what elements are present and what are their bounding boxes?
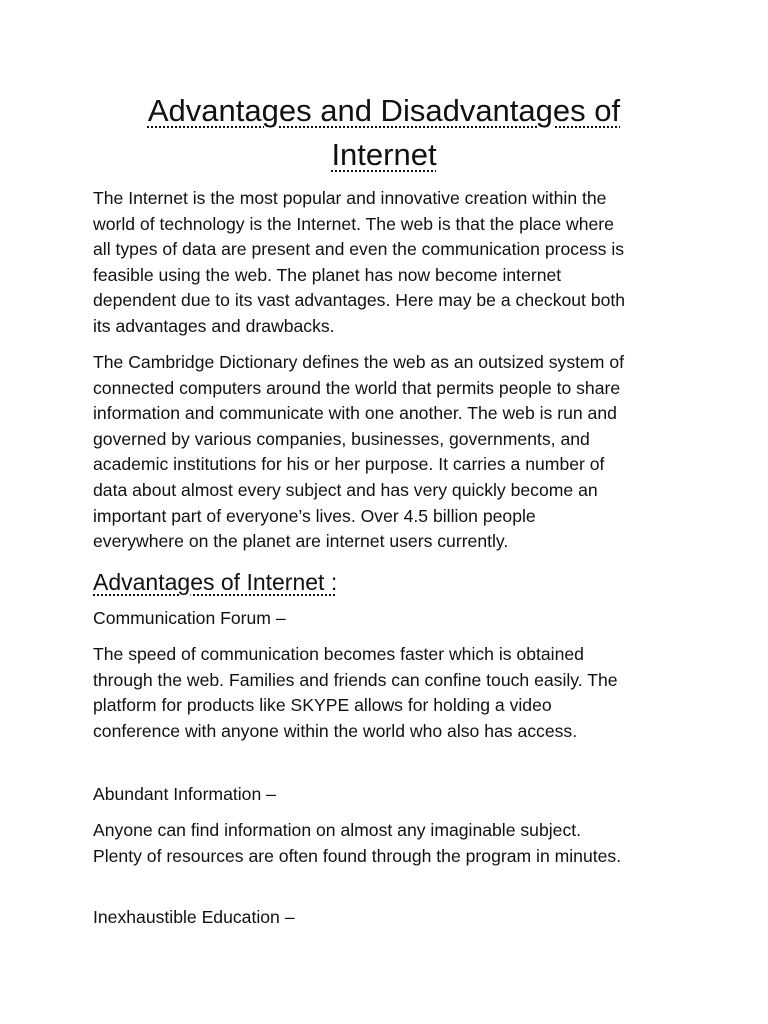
inexhaustible-education-title: Inexhaustible Education – <box>93 907 295 927</box>
text-line: Anyone can find information on almost any imaginable subject. <box>93 820 582 840</box>
text-line: all types of data are present and even the communication process is <box>93 239 625 260</box>
title-line-1: Advantages and Disadvantages of <box>147 93 621 128</box>
title-line-2: Internet <box>331 137 437 172</box>
abundant-information-body <box>93 818 683 869</box>
text-line: The Cambridge Dictionary defines the web as an outsized system of <box>93 352 625 372</box>
text-line: governed by various companies, businesses, governments, and <box>93 428 590 449</box>
text-line: its advantages and drawbacks. <box>93 315 335 336</box>
intro-paragraph-2 <box>93 350 683 555</box>
text-line: connected computers around the world that permits people to share <box>93 377 621 398</box>
text-line: Plenty of resources are often found through the program in minutes. <box>93 845 622 866</box>
text-line: important part of everyone’s lives. Over 4.5 billion people <box>93 505 536 526</box>
abundant-information-title: Abundant Information – <box>93 784 276 804</box>
text-line: academic institutions for his or her purpose. It carries a number of <box>93 454 605 475</box>
text-line: through the web. Families and friends can confine touch easily. The <box>93 669 618 690</box>
text-line: world of technology is the Internet. The web is that the place where <box>93 213 614 234</box>
text-line: The Internet is the most popular and innovative creation within the <box>93 188 607 208</box>
text-line: The speed of communication becomes faster which is obtained <box>93 644 584 664</box>
communication-forum-title: Communication Forum – <box>93 608 286 628</box>
communication-forum-body <box>93 642 683 744</box>
intro-paragraph-1 <box>93 186 683 340</box>
text-line: feasible using the web. The planet has now become internet <box>93 264 562 285</box>
text-line: data about almost every subject and has very quickly become an <box>93 479 598 500</box>
text-line: everywhere on the planet are internet users currently. <box>93 531 509 552</box>
text-line: platform for products like SKYPE allows for holding a video <box>93 695 552 716</box>
text-line: conference with anyone within the world who also has access. <box>93 720 578 741</box>
text-line: information and communicate with one another. The web is run and <box>93 403 617 424</box>
document-title <box>80 89 688 177</box>
advantages-heading: Advantages of Internet : <box>93 569 338 595</box>
text-line: dependent due to its vast advantages. Here may be a checkout both <box>93 290 626 311</box>
